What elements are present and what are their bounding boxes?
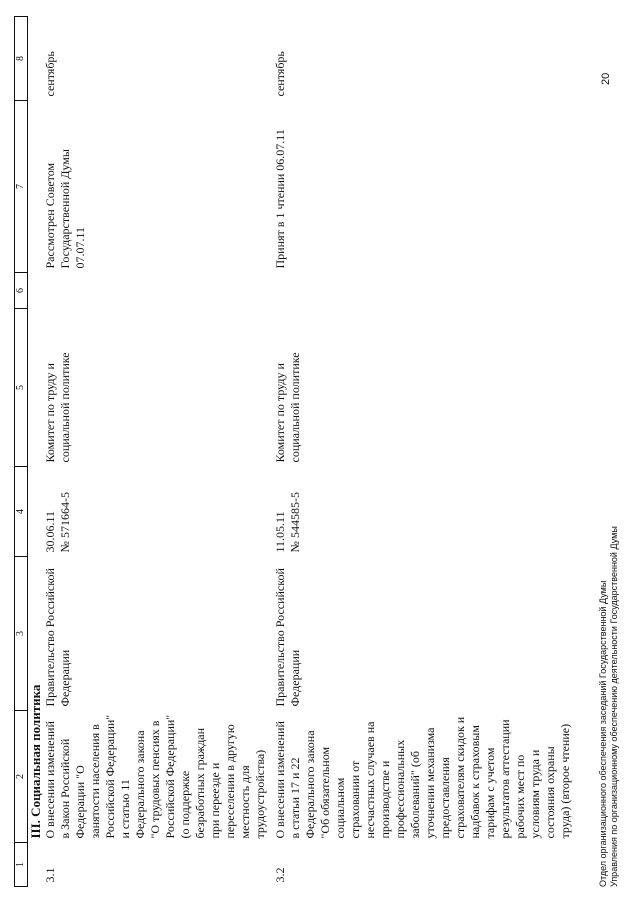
column-number-8: 8 xyxy=(15,17,28,101)
bill-title: О внесении изменений в статьи 17 и 22 Федерального закона "Об обязательном социальном страховании от несчастных случаев на производстве и профессиональных заболеваний" (об уточнении механизма предоставления страхователям скидок и надбавок к страховым тарифам с учетом результатов аттестации рабочих мест по условиям труда и состояния охраны труда) (второе чтение) xyxy=(273,716,572,839)
footer-note xyxy=(598,147,620,887)
initiator: Правительство Российской Федерации xyxy=(43,568,72,707)
column-6-value xyxy=(273,273,573,309)
column-number-6: 6 xyxy=(15,273,28,309)
row-number: 3.2 xyxy=(273,867,287,883)
column-6-value xyxy=(43,273,273,309)
registration-date: 30.06.11 xyxy=(43,510,57,553)
registration-date: 11.05.11 xyxy=(273,511,287,553)
column-number-3: 3 xyxy=(15,557,28,711)
row-number: 3.1 xyxy=(43,867,57,883)
column-number-4: 4 xyxy=(15,467,28,557)
column-number-2: 2 xyxy=(15,711,28,843)
committee: Комитет по труду и социальной политике xyxy=(273,352,302,463)
table-row xyxy=(273,17,573,887)
column-number-header-row xyxy=(15,17,28,887)
table-row xyxy=(43,17,273,887)
status: Принят в 1 чтении 06.07.11 xyxy=(273,129,287,269)
page-number: 20 xyxy=(600,72,612,85)
section-title: III. Социальная политика xyxy=(28,684,43,839)
column-number-5: 5 xyxy=(15,309,28,467)
registration-number: № 571664-5 xyxy=(58,492,72,553)
footer-line-2: Управления по организационному обеспечению деятельности Государственной Думы xyxy=(609,526,619,887)
committee: Комитет по труду и социальной политике xyxy=(43,352,72,463)
term: сентябрь xyxy=(273,51,287,97)
section-row xyxy=(28,17,44,887)
term: сентябрь xyxy=(43,51,57,97)
bill-title: О внесении изменений в Закон Российской Федерации "О занятости населения в Российской Федерации" и статью 11 Федерального закона "О трудовых пенсиях в Российской Федерации" (о поддержке безработных граждан при переезде и переселении в другую местность для трудоустройства) xyxy=(43,714,267,839)
initiator: Правительство Российской Федерации xyxy=(273,568,302,707)
bills-table xyxy=(14,16,573,887)
column-number-7: 7 xyxy=(15,101,28,273)
registration-cell xyxy=(43,467,273,557)
column-number-1: 1 xyxy=(15,843,28,887)
registration-cell xyxy=(273,467,573,557)
registration-number: № 544585-5 xyxy=(288,492,302,553)
footer-line-1: Отдел организационного обеспечения заседаний Государственной Думы xyxy=(598,580,608,887)
status: Рассмотрен Советом Государственной Думы 07.07.11 xyxy=(43,149,87,269)
